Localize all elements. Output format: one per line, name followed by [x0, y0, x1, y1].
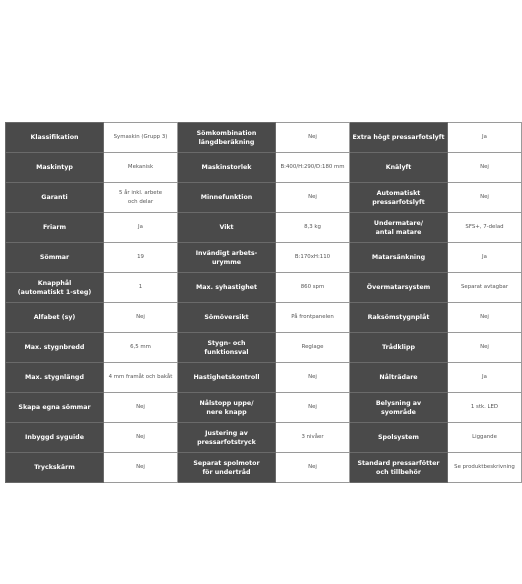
spec-value-cell: [276, 123, 350, 153]
spec-value: Separat avtagbar: [460, 284, 509, 290]
spec-label-cell: [178, 363, 276, 393]
spec-label-cell: [178, 213, 276, 243]
table-row: [6, 183, 522, 213]
spec-label: Knälyft: [385, 164, 412, 171]
spec-value-cell: [104, 423, 178, 453]
spec-label-cell: [350, 363, 448, 393]
spec-value-cell: [104, 453, 178, 483]
spec-label: Maskinstorlek: [201, 164, 252, 171]
spec-value-cell: [448, 183, 522, 213]
spec-label-cell: [350, 273, 448, 303]
spec-label-cell: [350, 453, 448, 483]
spec-value-cell: [448, 423, 522, 453]
spec-label-cell: [350, 303, 448, 333]
spec-value: Nej: [136, 464, 145, 470]
spec-label: Sömöversikt: [204, 314, 249, 321]
spec-value: 4 mm framåt och bakåt: [108, 374, 173, 380]
spec-value-cell: [276, 213, 350, 243]
spec-label: Inbyggd syguide: [25, 434, 84, 441]
spec-label-cell: [178, 183, 276, 213]
spec-label-cell: [6, 243, 104, 273]
spec-value: Liggande: [472, 434, 497, 440]
spec-value-cell: [104, 303, 178, 333]
spec-value: 5 år inkl. arbete och delar: [118, 189, 163, 205]
spec-value: Symaskin (Grupp 3): [113, 134, 168, 140]
spec-value-cell: [276, 393, 350, 423]
spec-value: På frontpanelen: [291, 314, 334, 320]
spec-value-cell: [104, 183, 178, 213]
spec-label-cell: [350, 213, 448, 243]
spec-value-cell: [104, 333, 178, 363]
spec-value: Nej: [136, 404, 145, 410]
spec-label-cell: [6, 303, 104, 333]
spec-value-cell: [104, 213, 178, 243]
spec-value-cell: [276, 423, 350, 453]
spec-value: Reglage: [301, 344, 324, 350]
spec-value: Mekanisk: [127, 164, 154, 170]
spec-label-cell: [350, 423, 448, 453]
table-row: [6, 213, 522, 243]
spec-value: Nej: [308, 404, 317, 410]
spec-label: Raksömstygnplåt: [367, 314, 430, 321]
spec-value: 3 nivåer: [301, 434, 324, 440]
spec-value: 6,5 mm: [130, 344, 151, 350]
spec-value-cell: [276, 333, 350, 363]
spec-label-cell: [178, 303, 276, 333]
spec-label-cell: [350, 123, 448, 153]
table-row: [6, 123, 522, 153]
spec-label-cell: [6, 213, 104, 243]
spec-label: Separat spolmotor för undertråd: [193, 459, 260, 476]
table-row: [6, 423, 522, 453]
spec-label-cell: [178, 153, 276, 183]
spec-value-cell: [448, 333, 522, 363]
spec-label: Övermatarsystem: [366, 284, 431, 291]
spec-value-cell: [276, 273, 350, 303]
spec-label: Vikt: [219, 224, 234, 231]
spec-label: Undermatare/ antal matare: [373, 219, 424, 236]
spec-value: Ja: [482, 134, 487, 140]
spec-label: Klassifikation: [30, 134, 79, 141]
spec-value-cell: [276, 363, 350, 393]
table-row: [6, 153, 522, 183]
spec-value-cell: [448, 213, 522, 243]
spec-label: Justering av pressarfotstryck: [197, 429, 256, 446]
spec-label: Sömkombination längdberäkning: [196, 129, 257, 146]
spec-label-cell: [6, 273, 104, 303]
spec-value: Nej: [480, 194, 489, 200]
spec-value: Nej: [308, 194, 317, 200]
spec-label: Matarsänkning: [371, 254, 426, 261]
table-row: [6, 273, 522, 303]
spec-value-cell: [276, 453, 350, 483]
spec-label-cell: [6, 183, 104, 213]
spec-label: Automatiskt pressarfotslyft: [372, 189, 425, 206]
table-row: [6, 303, 522, 333]
table-row: [6, 393, 522, 423]
spec-label: Max. stygnlängd: [25, 374, 84, 381]
spec-value: B:170xH:110: [294, 254, 331, 260]
spec-value-cell: [448, 303, 522, 333]
spec-table-body: [6, 123, 522, 483]
spec-label-cell: [178, 453, 276, 483]
spec-value: 860 spm: [300, 284, 325, 290]
spec-value-cell: [448, 243, 522, 273]
table-row: [6, 363, 522, 393]
spec-label: Nålträdare: [379, 374, 418, 381]
spec-value-cell: [104, 393, 178, 423]
spec-label-cell: [6, 333, 104, 363]
spec-value: 19: [137, 254, 144, 260]
spec-value: 8,3 kg: [304, 224, 321, 230]
spec-value-cell: [104, 273, 178, 303]
spec-label-cell: [178, 423, 276, 453]
spec-value-cell: [448, 453, 522, 483]
spec-value: SFS+, 7-delad: [465, 224, 504, 230]
spec-label: Sömmar: [39, 254, 70, 261]
spec-value: B:400/H:290/D:180 mm: [280, 164, 345, 170]
spec-label-cell: [178, 333, 276, 363]
spec-label: Max. syhastighet: [196, 284, 257, 291]
table-row: [6, 243, 522, 273]
spec-value: 1: [138, 284, 143, 290]
table-row: [6, 453, 522, 483]
table-row: [6, 333, 522, 363]
spec-value: Nej: [480, 344, 489, 350]
spec-label: Skapa egna sömmar: [18, 404, 91, 411]
spec-label: Trådklipp: [382, 344, 415, 351]
spec-value: Ja: [138, 224, 143, 230]
spec-value: Nej: [136, 314, 145, 320]
spec-label-cell: [178, 123, 276, 153]
spec-label-cell: [350, 153, 448, 183]
spec-label-cell: [350, 333, 448, 363]
spec-label: Extra högt pressarfotslyft: [352, 134, 445, 141]
spec-label-cell: [6, 393, 104, 423]
spec-label: Alfabet (sy): [33, 314, 76, 321]
spec-value-cell: [276, 183, 350, 213]
spec-value-cell: [448, 153, 522, 183]
spec-label: Spolsystem: [378, 434, 419, 441]
spec-value: 1 stk. LED: [470, 404, 499, 410]
spec-label-cell: [178, 393, 276, 423]
spec-value-cell: [448, 363, 522, 393]
spec-value-cell: [104, 243, 178, 273]
spec-value-cell: [104, 153, 178, 183]
spec-label-cell: [178, 273, 276, 303]
spec-label-cell: [350, 183, 448, 213]
spec-value-cell: [448, 393, 522, 423]
spec-value: Ja: [482, 374, 487, 380]
spec-label-cell: [6, 123, 104, 153]
spec-value: Ja: [482, 254, 487, 260]
spec-label: Max. stygnbredd: [24, 344, 85, 351]
spec-label-cell: [350, 393, 448, 423]
spec-value: Nej: [308, 464, 317, 470]
spec-label: Minnefunktion: [200, 194, 253, 201]
spec-label: Garanti: [41, 194, 68, 201]
spec-value: Nej: [480, 314, 489, 320]
spec-label: Tryckskärm: [34, 464, 75, 471]
spec-label: Stygn- och funktionsval: [204, 339, 249, 356]
spec-label: Invändigt arbets- urymme: [195, 249, 258, 266]
spec-value: Se produktbeskrivning: [454, 464, 515, 470]
spec-label-cell: [6, 363, 104, 393]
spec-label: Knapphål (automatiskt 1-steg): [17, 279, 92, 296]
spec-label-cell: [6, 453, 104, 483]
spec-value-cell: [276, 243, 350, 273]
spec-value: Nej: [480, 164, 489, 170]
spec-value: Nej: [308, 134, 317, 140]
spec-value: Nej: [308, 374, 317, 380]
spec-label: Standard pressarfötter och tillbehör: [357, 459, 440, 476]
spec-value-cell: [276, 153, 350, 183]
spec-value-cell: [448, 123, 522, 153]
spec-table: [5, 122, 522, 483]
spec-label: Nålstopp uppe/ nere knapp: [199, 399, 254, 416]
spec-label-cell: [6, 423, 104, 453]
spec-value: Nej: [136, 434, 145, 440]
spec-value-cell: [104, 123, 178, 153]
spec-value-cell: [104, 363, 178, 393]
spec-label: Hastighetskontroll: [193, 374, 260, 381]
spec-label-cell: [350, 243, 448, 273]
spec-label-cell: [178, 243, 276, 273]
spec-label: Friarm: [42, 224, 67, 231]
spec-label: Belysning av syområde: [375, 399, 422, 416]
spec-value-cell: [448, 273, 522, 303]
spec-value-cell: [276, 303, 350, 333]
spec-label: Maskintyp: [36, 164, 73, 171]
spec-label-cell: [6, 153, 104, 183]
